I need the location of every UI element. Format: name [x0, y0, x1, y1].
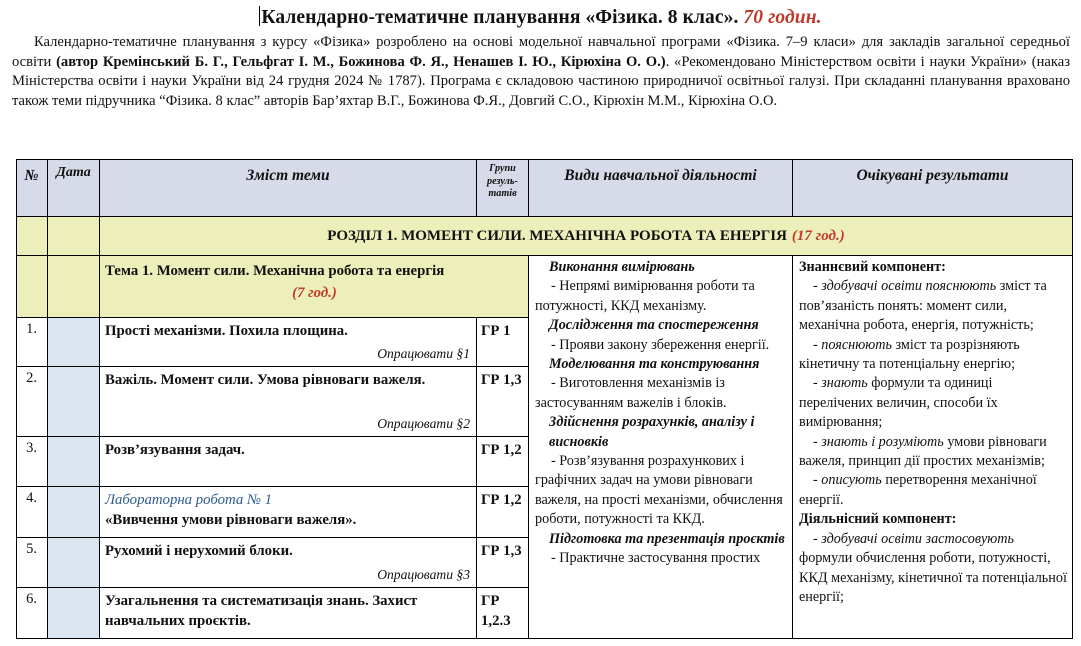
lesson-title-cell — [100, 487, 477, 538]
lesson-homework: Опрацювати §2 — [377, 416, 470, 431]
lesson-title-cell — [100, 588, 477, 639]
activity-heading: Здійснення розрахунків, аналізу і висновків — [549, 414, 755, 450]
header-results: Очікувані результати — [793, 159, 1073, 217]
intro-paragraph — [12, 33, 1070, 111]
lesson-group: ГР 1,3 — [477, 367, 529, 437]
header-groups: Групи резуль-татів — [477, 159, 529, 217]
result-verb: - знають — [813, 375, 868, 392]
result-text: зміст та розрізняють кінетичну та потенціальну енергію; — [799, 336, 1020, 373]
document-title — [0, 6, 1081, 29]
lesson-date[interactable] — [48, 318, 100, 367]
lesson-title-cell — [100, 437, 477, 487]
lesson-date[interactable] — [48, 437, 100, 487]
header-content: Зміст теми — [100, 159, 477, 217]
lesson-title-cell — [100, 538, 477, 588]
lesson-group: ГР 1,2.3 — [477, 588, 529, 639]
lesson-group: ГР 1,2 — [477, 437, 529, 487]
title-main: Календарно-тематичне планування «Фізика. 8 клас». — [261, 7, 739, 28]
result-text: формули обчислення роботи, потужності, ККД механізму, кінетичної та потенціальної енергії; — [799, 550, 1067, 605]
result-item — [799, 277, 1068, 335]
lesson-group: ГР 1,3 — [477, 538, 529, 588]
topic-num-cell — [16, 256, 48, 318]
header-date: Дата — [48, 159, 100, 217]
result-text: формули та одиниці перелічених величин, способи їх вимірювання; — [799, 375, 998, 431]
result-text: умови рівноваги важеля, принцип дії простих механізмів; — [799, 433, 1047, 470]
topic-title — [100, 256, 529, 318]
topic-hours: (7 год.) — [292, 285, 337, 301]
result-verb: - здобувачі освіти пояснюють — [813, 278, 997, 295]
result-item — [799, 336, 1068, 375]
lesson-title: Рухомий і нерухомий блоки. — [105, 543, 293, 559]
result-verb: - здобувачі освіти застосовують — [813, 530, 1015, 547]
lesson-date[interactable] — [48, 487, 100, 538]
lesson-title: Розв’язування задач. — [105, 442, 245, 458]
lesson-homework: Опрацювати §3 — [377, 567, 470, 582]
section-title — [100, 217, 1073, 256]
lesson-num: 4. — [16, 487, 48, 538]
topic-title-text: Тема 1. Момент сили. Механічна робота та енергія — [105, 263, 445, 279]
activity-heading: Виконання вимірювань — [549, 259, 695, 275]
header-num: № — [16, 159, 48, 217]
lesson-num: 6. — [16, 588, 48, 639]
intro-authors: (автор Кремінський Б. Г., Гельфгат І. М., Божинова Ф. Я., Ненашев І. Ю., Кірюхіна О. О.) — [56, 53, 666, 70]
lesson-num: 2. — [16, 367, 48, 437]
activities-cell — [529, 256, 793, 639]
lesson-date[interactable] — [48, 538, 100, 588]
intro-text-2: . «Рекомендовано Міністерством освіти і науки України» (наказ Міністерства освіти і науки України від 24 грудня 2024 № 1787). Програма є складовою частиною природничої освітньої галузі. При складанні планування враховано також теми підручника “Фізика. 8 клас” авторів Бар’яхтар В.Г., Божинова Ф.Я., Довгий С.О., Кірюхін М.М., Кірюхіна О.О. — [12, 53, 1070, 109]
lesson-group: ГР 1 — [477, 318, 529, 367]
result-verb: - описують — [813, 472, 882, 489]
lesson-title: Прості механізми. Похила площина. — [105, 323, 348, 339]
activity-heading: Дослідження та спостереження — [549, 317, 759, 334]
lesson-title-cell — [100, 318, 477, 367]
lesson-title-cell — [100, 367, 477, 437]
lab-work-label: Лабораторна робота № 1 — [105, 492, 273, 508]
result-item — [799, 471, 1068, 510]
section-date-cell — [48, 217, 100, 256]
intro-text-1: Календарно-тематичне планування з курсу «Фізика» розроблено на основі модельної навчальної програми «Фізика. 7–9 класи» для закладів загальної середньої освіти — [12, 34, 1070, 70]
lesson-homework: Опрацювати §1 — [377, 346, 470, 361]
section-num-cell — [16, 217, 48, 256]
topic-date-cell — [48, 256, 100, 318]
activity-heading: Моделювання та конструювання — [549, 356, 760, 373]
activity-item: - Прояви закону збереження енергії. — [551, 336, 770, 353]
lesson-num: 5. — [16, 538, 48, 588]
result-text: зміст та пов’язаність понять: момент сили, механічна робота, енергія, потужність; — [799, 278, 1047, 334]
lesson-title: Узагальнення та систематизація знань. Захист навчальних проєктів. — [105, 593, 418, 629]
result-text: перетворення механічної енергії. — [799, 472, 1037, 508]
activity-item: - Розв’язування розрахункових і графічних задач на умови рівноваги важеля, на прості механізми, обчислення роботи, потужності та ККД. — [535, 453, 783, 528]
result-item — [799, 433, 1068, 472]
lesson-date[interactable] — [48, 588, 100, 639]
result-verb: - знають і розуміють — [813, 433, 944, 450]
lesson-group: ГР 1,2 — [477, 487, 529, 538]
result-item — [799, 374, 1068, 432]
header-activities: Види навчальної діяльності — [529, 159, 793, 217]
section-hours: (17 год.) — [791, 227, 845, 244]
lesson-num: 1. — [16, 318, 48, 367]
plan-table — [16, 159, 1073, 639]
activity-heading: Підготовка та презентація проєктів — [549, 530, 785, 547]
results-cell — [793, 256, 1073, 639]
lesson-title: «Вивчення умови рівноваги важеля». — [105, 512, 357, 528]
title-hours: 70 годин. — [743, 7, 822, 28]
result-verb: - пояснюють — [813, 336, 892, 353]
lesson-num: 3. — [16, 437, 48, 487]
lesson-date[interactable] — [48, 367, 100, 437]
result-heading: Діяльнісний компонент: — [799, 511, 957, 528]
lesson-title: Важіль. Момент сили. Умова рівноваги важеля. — [105, 372, 426, 388]
result-item — [799, 530, 1068, 608]
activity-item: - Виготовлення механізмів із застосуванням важелів і блоків. — [535, 375, 727, 411]
result-heading: Знаннєвий компонент: — [799, 259, 946, 275]
activity-item: - Практичне застосування простих — [551, 550, 761, 567]
activity-item: - Непрямі вимірювання роботи та потужності, ККД механізму. — [535, 278, 755, 314]
section-title-text: РОЗДІЛ 1. МОМЕНТ СИЛИ. МЕХАНІЧНА РОБОТА ТА ЕНЕРГІЯ — [327, 227, 787, 244]
